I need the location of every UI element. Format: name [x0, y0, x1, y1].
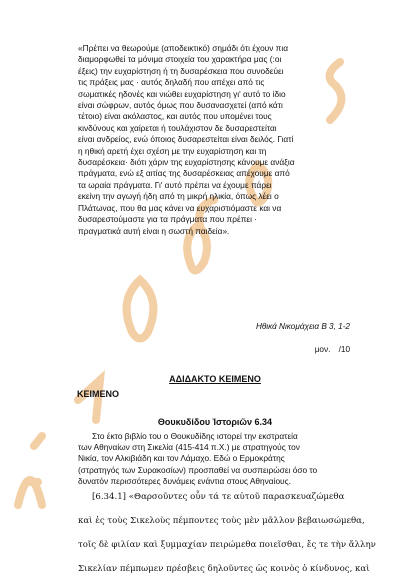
quote-line: πράγματα, ενώ εξ αιτίας της δυσαρέσκειας απέχουμε από	[78, 168, 290, 179]
quote-passage	[78, 43, 350, 237]
greek-line: καὶ ἐς τοὺς Σικελοὺς πέμποντες τοὺς μὲν μᾶλλον βεβαιωσώμεθα,	[78, 516, 365, 526]
intro-line: των Αθηναίων στη Σικελία (415-414 π.Χ.) με στρατηγούς τον	[78, 442, 300, 453]
quote-citation: Ηθικά Νικομάχεια Β 3, 1-2	[255, 322, 350, 331]
marks-line: μον. /10	[314, 345, 350, 354]
quote-line: διαμορφωθεί τα μόνιμα στοιχεία του χαρακτήρα μας (:οι	[78, 54, 282, 65]
quote-line: «Πρέπει να θεωρούμε (αποδεικτικό) σημάδι ότι έχουν πια	[78, 43, 289, 53]
quote-line: δυσαρέσκεια· διότι χάριν της ευχαρίστησης κάνουμε ανάξια	[78, 157, 295, 168]
intro-line: Στο έκτο βιβλίο του ο Θουκυδίδης ιστορεί την εκστρατεία	[92, 431, 298, 441]
quote-line: κινδύνους και χαίρεται ή τουλάχιστον δε δυσαρεστείται	[78, 122, 277, 133]
quote-line: εκείνη την αγωγή ήδη από τη μικρή ηλικία, όπως λέει ο	[78, 191, 279, 202]
intro-paragraph	[78, 431, 350, 487]
intro-line: (στρατηγός των Συρακοσίων) προσπαθεί να συσπειρώσει όσο το	[78, 464, 318, 475]
source-title: Θουκυδίδου Ἱστοριῶν 6.34	[157, 417, 273, 427]
intro-line: δυνατόν περισσότερες δυνάμεις ενάντια στους Αθηναίους.	[78, 475, 291, 486]
quote-line: σωματικές ηδονές και νιώθει ευχαρίστηση γι' αυτό το ίδιο	[78, 88, 286, 99]
quote-line: πραγματικά αυτή είναι η σωστή παιδεία».	[78, 225, 230, 236]
greek-text	[78, 492, 376, 588]
greek-line: Σικελίαν πέμπωμεν πρέσβεις δηλοῦντες ὡς κοινὸς ὁ κίνδυνος, καὶ	[78, 564, 370, 574]
text-label: ΚΕΙΜΕΝΟ	[77, 389, 120, 399]
unseen-text-heading: ΑΔΙΔΑΚΤΟ ΚΕΙΜΕΝΟ	[169, 374, 261, 384]
greek-line: τοῖς δὲ φιλίαν καὶ ξυμμαχίαν πειρώμεθα ποιεῖσθαι, ἔς τε τὴν ἄλλην	[78, 540, 376, 550]
quote-line: τέτοιο) είναι ακόλαστος, και αυτός που υπομένει τους	[78, 111, 272, 122]
quote-line: δυσαρεστούμαστε για τα πράγματα που πρέπει ·	[78, 214, 258, 225]
quote-line: τις πράξεις μας · αυτός δηλαδή που απέχει από τις	[78, 77, 265, 88]
quote-line: η ηθική αρετή έχει σχέση με την ευχαρίστηση και τη	[78, 145, 267, 156]
quote-line: τα ωραία πράγματα. Γι' αυτό πρέπει να έχουμε πάρει	[78, 179, 272, 190]
intro-line: Νικία, τον Αλκιβιάδη και τον Λάμαχο. Εδώ ο Ερμοκράτης	[78, 453, 285, 464]
quote-line: Πλάτωνας, που θα μας κάνει να ευχαριστιόμαστε και να	[78, 202, 282, 213]
greek-line: [6.34.1] «Θαρσοῦντες οὖν τά τε αὐτοῦ παρασκευαζώμεθα	[92, 492, 345, 502]
quote-line: είναι ανδρείος, ενώ όποιος δυσαρεστείται είναι δειλός. Γιατί	[78, 134, 294, 145]
quote-line: είναι σώφρων, αυτός όμως που δυσανασχετεί (από κάτι	[78, 100, 283, 111]
quote-line: έξεις) την ευχαρίστηση ή τη δυσαρέσκεια που συνοδεύει	[78, 65, 284, 76]
